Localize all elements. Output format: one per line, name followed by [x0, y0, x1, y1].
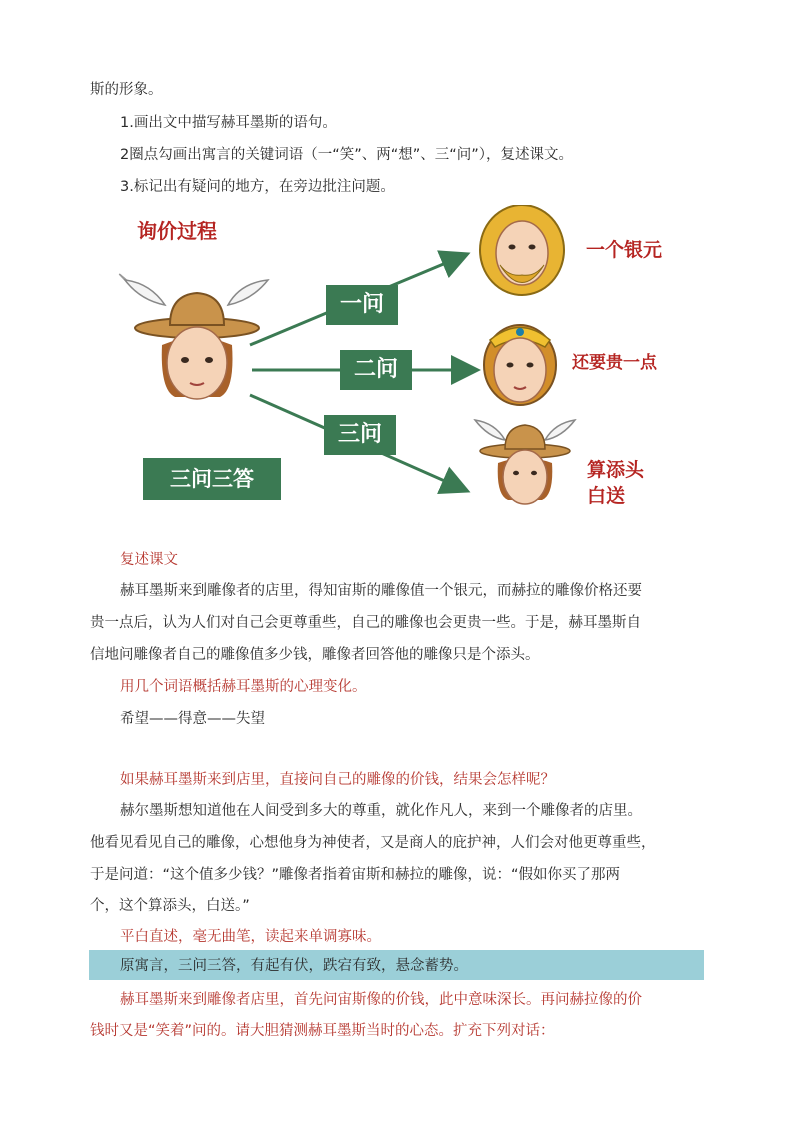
- retell-question: 用几个词语概括赫耳墨斯的心理变化。: [120, 679, 367, 695]
- intro-line-1: 斯的形象。: [90, 82, 163, 98]
- question-box-2: 二问: [340, 350, 412, 390]
- intro-line-2: 1.画出文中描写赫耳墨斯的语句。: [120, 115, 337, 131]
- rewrite-para-line-3: 于是问道：“这个值多少钱？”雕像者指着宙斯和赫拉的雕像，说：“假如你买了那两: [90, 867, 621, 883]
- question-box-3: 三问: [324, 415, 396, 455]
- hermes-portrait-large: [120, 274, 268, 399]
- inquiry-diagram: [90, 205, 710, 525]
- intro-line-3: 2圈点勾画出寓言的关键词语（一“笑”、两“想”、三“问”），复述课文。: [120, 147, 574, 163]
- final-para-line-1: 赫耳墨斯来到雕像者店里，首先问宙斯像的价钱，此中意味深长。再问赫拉像的价: [120, 992, 642, 1008]
- diagram-title: 询价过程: [137, 219, 217, 243]
- question-box-1: 一问: [326, 285, 398, 325]
- zeus-portrait: [480, 205, 564, 295]
- rewrite-para-line-4: 个，这个算添头，白送。”: [90, 898, 250, 914]
- answer-3-line-2: 白送: [587, 485, 626, 507]
- rewrite-para-line-1: 赫尔墨斯想知道他在人间受到多大的尊重，就化作凡人，来到一个雕像者的店里。: [120, 803, 642, 819]
- hera-portrait: [484, 325, 556, 405]
- answer-2: 还要贵一点: [572, 353, 657, 373]
- retell-answer: 希望——得意——失望: [120, 711, 265, 727]
- retell-para-line-3: 信地问雕像者自己的雕像值多少钱，雕像者回答他的雕像只是个添头。: [90, 647, 540, 663]
- final-para-line-2: 钱时又是“笑着”问的。请大胆猜测赫耳墨斯当时的心态。扩充下列对话：: [90, 1023, 555, 1039]
- hermes-portrait-small: [475, 420, 575, 504]
- summary-box: 三问三答: [143, 458, 281, 500]
- answer-1: 一个银元: [586, 239, 663, 261]
- retell-para-line-2: 贵一点后，认为人们对自己会更尊重些，自己的雕像也会更贵一些。于是，赫耳墨斯自: [90, 615, 641, 631]
- intro-line-4: 3.标记出有疑问的地方，在旁边批注问题。: [120, 179, 395, 195]
- answer-3-line-1: 算添头: [587, 459, 645, 481]
- retell-para-line-1: 赫耳墨斯来到雕像者的店里，得知宙斯的雕像值一个银元，而赫拉的雕像价格还要: [120, 583, 642, 599]
- rewrite-para-line-2: 他看见看见自己的雕像，心想他身为神使者，又是商人的庇护神，人们会对他更尊重些，: [90, 835, 656, 851]
- rewrite-comment-1: 平白直述，毫无曲笔，读起来单调寡味。: [120, 929, 381, 945]
- retell-heading: 复述课文: [120, 552, 178, 568]
- rewrite-question: 如果赫耳墨斯来到店里，直接问自己的雕像的价钱，结果会怎样呢？: [120, 772, 555, 788]
- rewrite-comment-2: 原寓言，三问三答，有起有伏，跌宕有致，悬念蓄势。: [120, 958, 468, 974]
